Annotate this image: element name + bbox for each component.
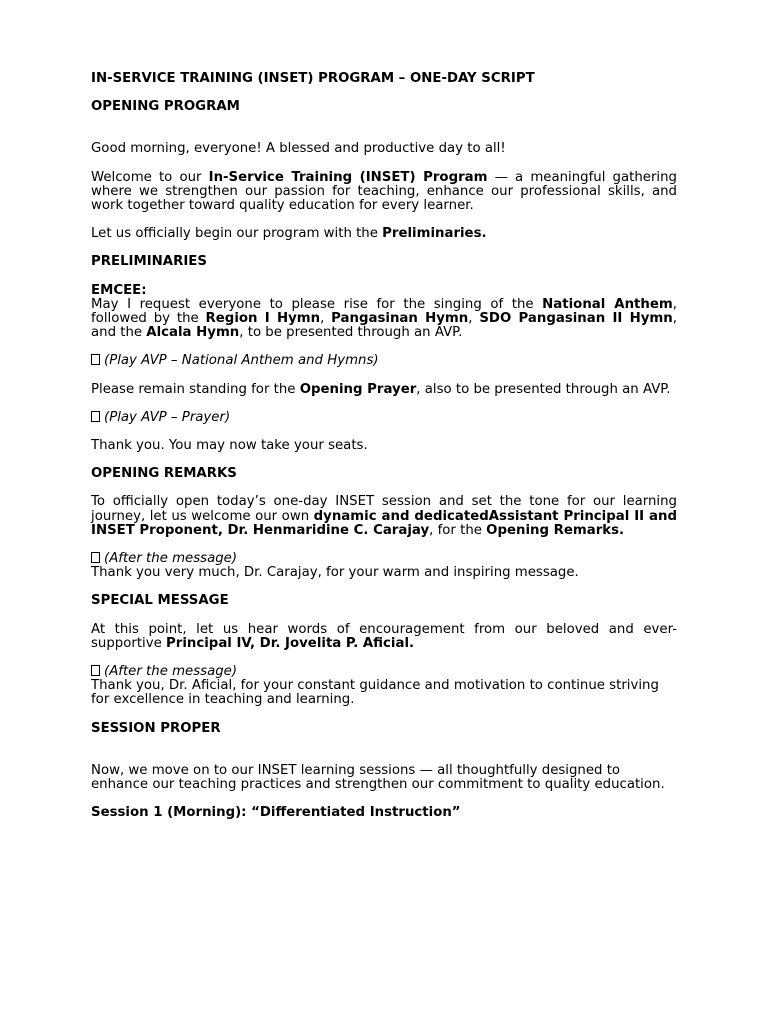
seats-paragraph: Thank you. You may now take your seats.: [91, 438, 368, 454]
missing-glyph-icon: [91, 552, 100, 563]
session-proper-heading: SESSION PROPER: [91, 720, 221, 736]
opening-program-heading: OPENING PROGRAM: [91, 99, 240, 115]
welcome-paragraph: Welcome to our In-Service Training (INSET) Program — a meaningful gathering where we strengthen our passion for teaching, enhance our professional skills, and work together toward quality education for every learner.: [91, 169, 677, 214]
cue-after-message-2: (After the message): [91, 665, 677, 679]
script-content: [91, 72, 677, 835]
remarks-paragraph: To officially open today’s one-day INSET session and set the tone for our learning journey, let us welcome our own dynamic and dedicatedAssistant Principal II and INSET Proponent, Dr. Henmaridine C. Carajay, for the Opening Remarks.: [91, 494, 677, 538]
thanks-aficial-paragraph: Thank you, Dr. Aficial, for your constant guidance and motivation to continue striving for excellence in teaching and learning.: [91, 678, 659, 708]
thanks-carajay-paragraph: Thank you very much, Dr. Carajay, for your warm and inspiring message.: [91, 565, 579, 581]
greeting-paragraph: Good morning, everyone! A blessed and productive day to all!: [91, 141, 506, 157]
sessions-intro-paragraph: Now, we move on to our INSET learning sessions — all thoughtfully designed to enhance our teaching practices and strengthen our commitment to quality education.: [91, 762, 665, 793]
cue-avp-prayer: (Play AVP – Prayer): [91, 411, 677, 425]
session-1-heading: Session 1 (Morning): “Differentiated Instruction”: [91, 805, 461, 821]
anthem-paragraph: May I request everyone to please rise for the singing of the National Anthem, followed by the Region I Hymn, Pangasinan Hymn, SDO Pangasinan II Hymn, and the Alcala Hymn, to be presented through an AVP.: [91, 296, 677, 341]
missing-glyph-icon: [91, 354, 100, 365]
cue-avp-anthem: (Play AVP – National Anthem and Hymns): [91, 354, 677, 368]
missing-glyph-icon: [91, 665, 100, 676]
prayer-paragraph: Please remain standing for the Opening Prayer, also to be presented through an AVP.: [91, 381, 671, 397]
opening-remarks-heading: OPENING REMARKS: [91, 466, 237, 482]
preliminaries-heading: PRELIMINARIES: [91, 254, 207, 270]
special-message-paragraph: At this point, let us hear words of encouragement from our beloved and ever-supportive Principal IV, Dr. Jovelita P. Aficial.: [91, 621, 677, 651]
document-title: IN-SERVICE TRAINING (INSET) PROGRAM – ONE-DAY SCRIPT: [91, 71, 535, 86]
cue-after-message-1: (After the message): [91, 552, 677, 566]
missing-glyph-icon: [91, 411, 100, 422]
emcee-label: EMCEE:: [91, 282, 147, 298]
special-message-heading: SPECIAL MESSAGE: [91, 593, 229, 609]
begin-paragraph: Let us officially begin our program with the Preliminaries.: [91, 226, 487, 242]
